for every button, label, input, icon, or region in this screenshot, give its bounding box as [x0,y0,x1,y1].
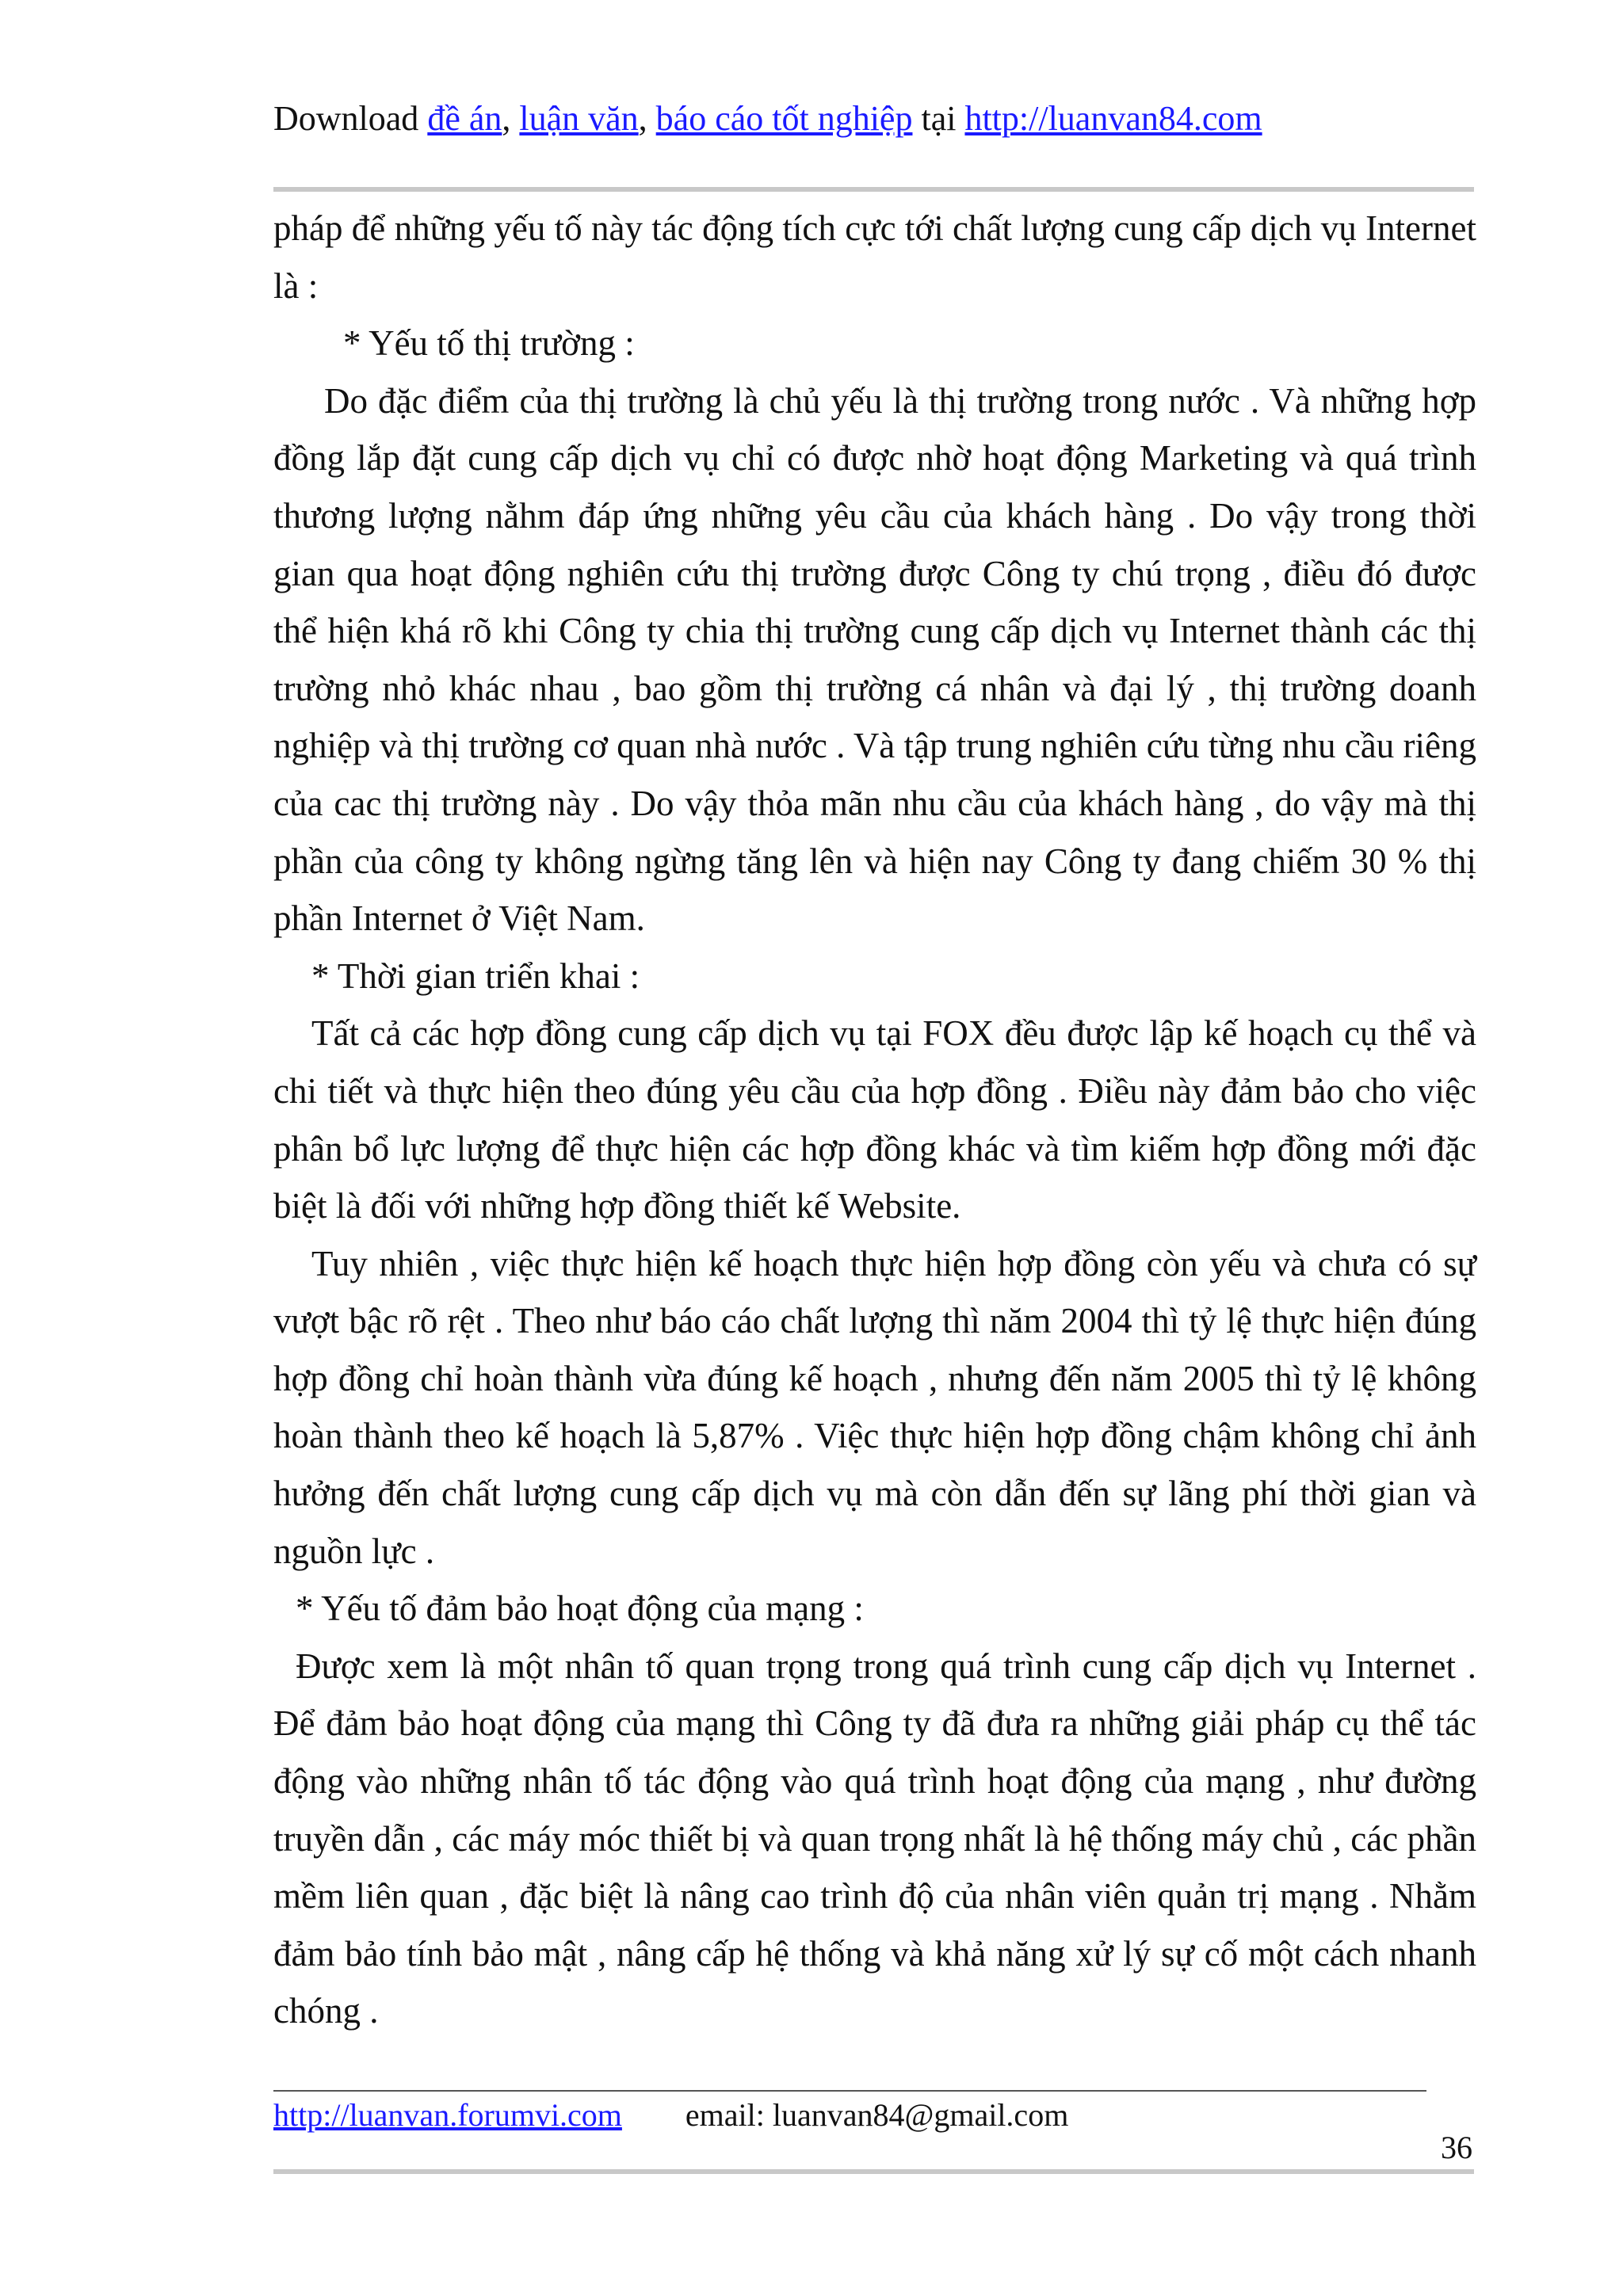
header-sep-2: , [638,99,656,138]
footer-divider [273,2090,1426,2092]
header-mid: tại [912,99,965,138]
paragraph-thi-truong: Do đặc điểm của thị trường là chủ yếu là thị trường trong nước . Và những hợp đồng lắp đặt cung cấp dịch vụ chỉ có được nhờ hoạt động Marketing và quá trình thương lượng nằhm đáp ứng những yêu cầu của khách hàng . Do vậy trong thời gian qua hoạt động nghiên cứu thị trường được Công ty chú trọng , điều đó được thể hiện khá rõ khi Công ty chia thị trường cung cấp dịch vụ Internet thành các thị trường nhỏ khác nhau , bao gồm thị trường cá nhân và đại lý , thị trường doanh nghiệp và thị trường cơ quan nhà nước . Và tập trung nghiên cứu từng nhu cầu riêng của cac thị trường này . Do vậy thỏa mãn nhu cầu của khách hàng , do vậy mà thị phần của công ty không ngừng tăng lên và hiện nay Công ty đang chiếm 30 % thị phần Internet ở Việt Nam. [273,380,1476,939]
footer-email: email: luanvan84@gmail.com [685,2097,1069,2133]
header-divider [273,187,1474,192]
paragraph-thoi-gian: Tất cả các hợp đồng cung cấp dịch vụ tại FOX đều được lập kế hoạch cụ thể và chi tiết và thực hiện theo đúng yêu cầu của hợp đồng . Điều này đảm bảo cho việc phân bổ lực lượng để thực hiện các hợp đồng khác và tìm kiếm hợp đồng mới đặc biệt là đối với những hợp đồng thiết kế Website. [273,1013,1476,1226]
header-prefix: Download [273,99,428,138]
heading-yeu-to-thi-truong: * Yếu tố thị trường : [343,323,635,364]
link-luan-van[interactable]: luận văn [519,99,639,138]
header-sep-1: , [502,99,520,138]
document-body [273,200,1476,2040]
heading-thoi-gian-trien-khai: * Thời gian triển khai : [311,955,640,996]
paragraph-mang: Được xem là một nhân tố quan trọng trong quá trình cung cấp dịch vụ Internet . Để đảm bảo hoạt động của mạng thì Công ty đã đưa ra những giải pháp cụ thể tác động vào những nhân tố tác động vào quá trình hoạt động của mạng , như đường truyền dẫn , các máy móc thiết bị và quan trọng nhất là hệ thống máy chủ , các phần mềm liên quan , đặc biệt là nâng cao trình độ của nhân viên quản trị mạng . Nhằm đảm bảo tính bảo mật , nâng cấp hệ thống và khả năng xử lý sự cố một cách nhanh chóng . [273,1646,1476,2031]
page-footer [273,2095,1478,2136]
footer-forum-link[interactable]: http://luanvan.forumvi.com [273,2097,622,2133]
paragraph-intro: pháp để những yếu tố này tác động tích cực tới chất lượng cung cấp dịch vụ Internet là : [273,208,1476,306]
link-luanvan84[interactable]: http://luanvan84.com [964,99,1262,138]
footer-bottom-divider [273,2169,1474,2174]
link-bao-cao-tot-nghiep[interactable]: báo cáo tốt nghiệp [655,99,913,138]
page-number: 36 [1441,2130,1472,2165]
download-header [273,95,1478,143]
link-de-an[interactable]: đề án [427,99,502,138]
paragraph-tuy-nhien: Tuy nhiên , việc thực hiện kế hoạch thực hiện hợp đồng còn yếu và chưa có sự vượt bậc rõ rệt . Theo như báo cáo chất lượng thì năm 2004 thì tỷ lệ thực hiện đúng hợp đồng chỉ hoàn thành vừa đúng kế hoạch , nhưng đến năm 2005 thì tỷ lệ không hoàn thành theo kế hoạch là 5,87% . Việc thực hiện hợp đồng chậm không chỉ ảnh hưởng đến chất lượng cung cấp dịch vụ mà còn dẫn đến sự lãng phí thời gian và nguồn lực . [273,1243,1476,1571]
heading-yeu-to-mang: * Yếu tố đảm bảo hoạt động của mạng : [296,1589,864,1629]
